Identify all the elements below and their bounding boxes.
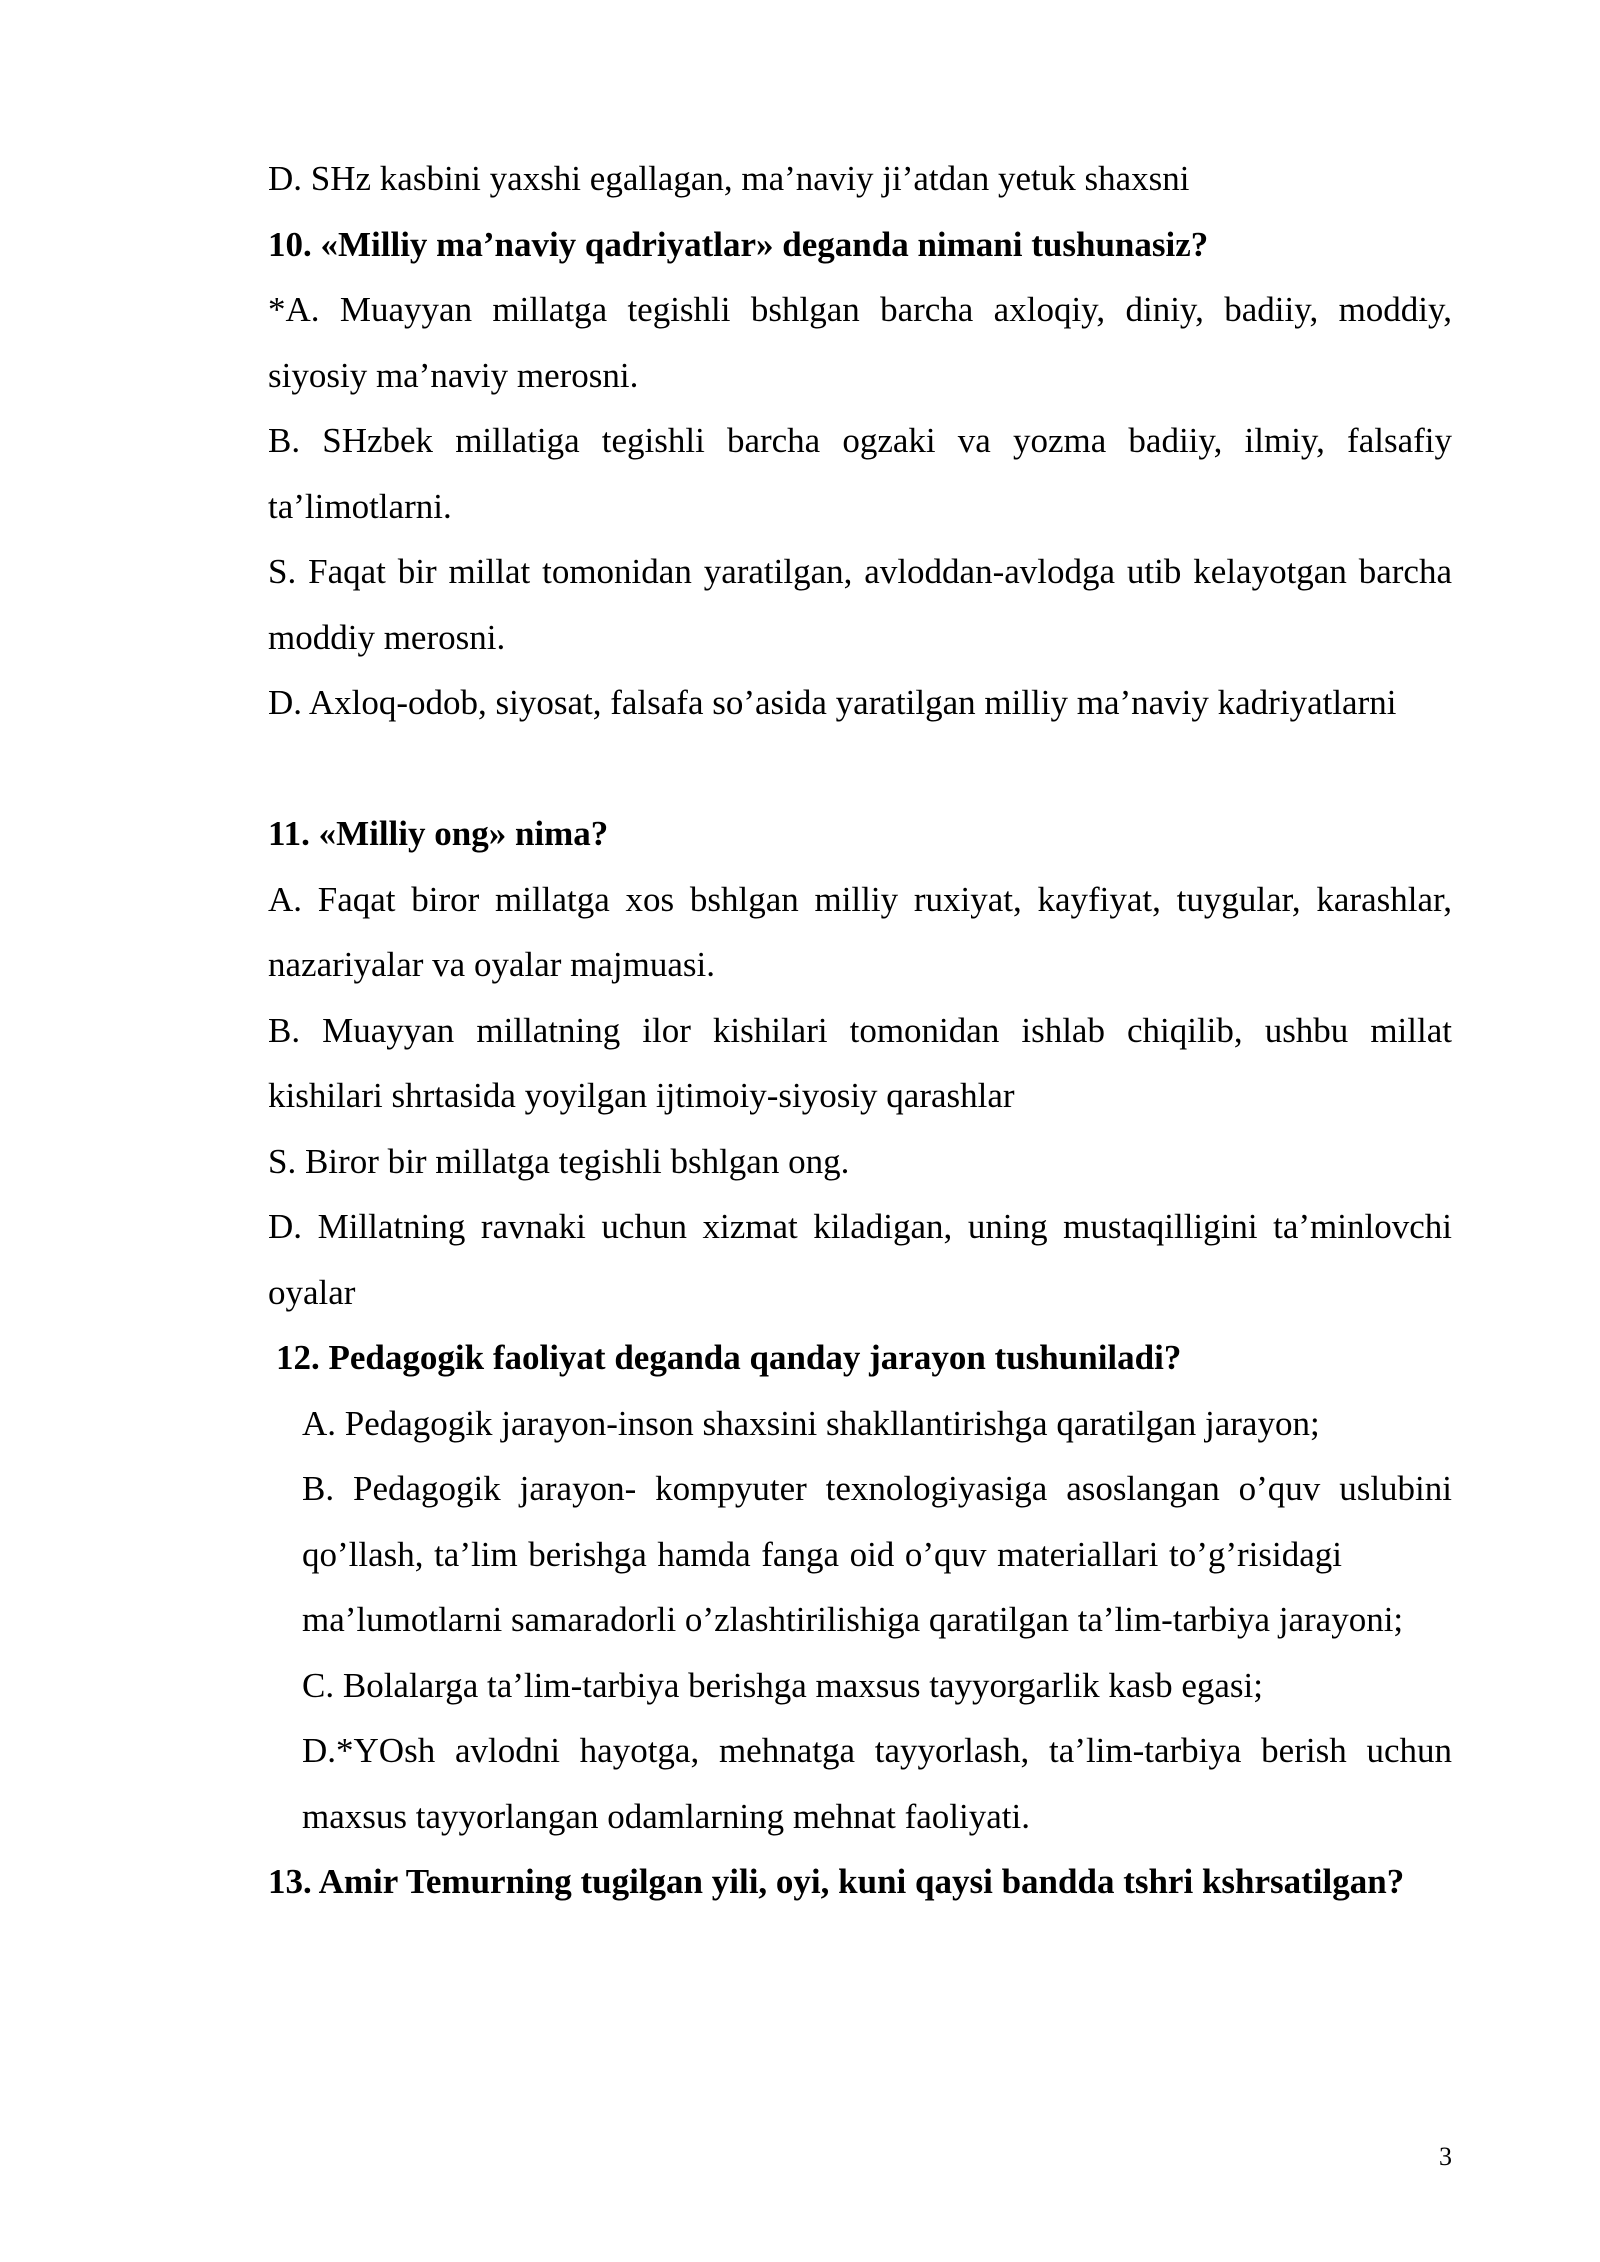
answer-option: B. SHzbek millatiga tegishli barcha ogzaki va yozma badiiy, ilmiy, falsafiy ta’limotlarni. <box>268 421 1452 526</box>
answer-option: C. Bolalarga ta’lim-tarbiya berishga maxsus tayyorgarlik kasb egasi; <box>302 1665 1263 1705</box>
answer-option: A. Faqat biror millatga xos bshlgan milliy ruxiyat, kayfiyat, tuygular, karashlar, nazariyalar va oyalar majmuasi. <box>268 879 1452 984</box>
answer-option: S. Biror bir millatga tegishli bshlgan ong. <box>268 1141 850 1181</box>
answer-option: S. Faqat bir millat tomonidan yaratilgan, avloddan-avlodga utib kelayotgan barcha moddiy merosni. <box>268 552 1452 657</box>
document-body <box>268 146 1452 1915</box>
page-number: 3 <box>1439 2142 1452 2171</box>
question-heading: 10. «Milliy ma’naviy qadriyatlar» deganda nimani tushunasiz? <box>268 224 1209 264</box>
answer-option-part: B. Pedagogik jarayon- kompyuter texnologiyasiga asoslangan o’quv uslubini qo’llash, ta’lim berishga hamda fanga oid o’quv materiallari to’g’risidagi <box>302 1469 1452 1574</box>
answer-option: D.*YOsh avlodni hayotga, mehnatga tayyorlash, ta’lim-tarbiya berish uchun maxsus tayyorlangan odamlarning mehnat faoliyati. <box>302 1731 1452 1836</box>
answer-option: D. Millatning ravnaki uchun xizmat kiladigan, uning mustaqilligini ta’minlovchi oyalar <box>268 1207 1452 1312</box>
answer-option: *A. Muayyan millatga tegishli bshlgan barcha axloqiy, diniy, badiiy, moddiy, siyosiy ma’naviy merosni. <box>268 290 1452 395</box>
question-heading: 12. Pedagogik faoliyat deganda qanday jarayon tushuniladi? <box>276 1338 1182 1377</box>
question-heading: 11. «Milliy ong» nima? <box>268 814 609 853</box>
blank-line <box>268 736 1452 802</box>
answer-option-part: ma’lumotlarni samaradorli o’zlashtirilishiga qaratilgan ta’lim-tarbiya jarayoni; <box>302 1600 1404 1639</box>
answer-option: D. Axloq-odob, siyosat, falsafa so’asida yaratilgan milliy ma’naviy kadriyatlarni <box>268 683 1397 722</box>
answer-option: D. SHz kasbini yaxshi egallagan, ma’naviy ji’atdan yetuk shaxsni <box>268 159 1190 198</box>
answer-option: A. Pedagogik jarayon-inson shaxsini shakllantirishga qaratilgan jarayon; <box>302 1403 1320 1443</box>
answer-option <box>268 1456 1452 1653</box>
answer-option: B. Muayyan millatning ilor kishilari tomonidan ishlab chiqilib, ushbu millat kishilari shrtasida yoyilgan ijtimoiy-siyosiy qarashlar <box>268 1010 1452 1115</box>
question-heading: 13. Amir Temurning tugilgan yili, oyi, kuni qaysi bandda tshri kshrsatilgan? <box>268 1862 1405 1901</box>
